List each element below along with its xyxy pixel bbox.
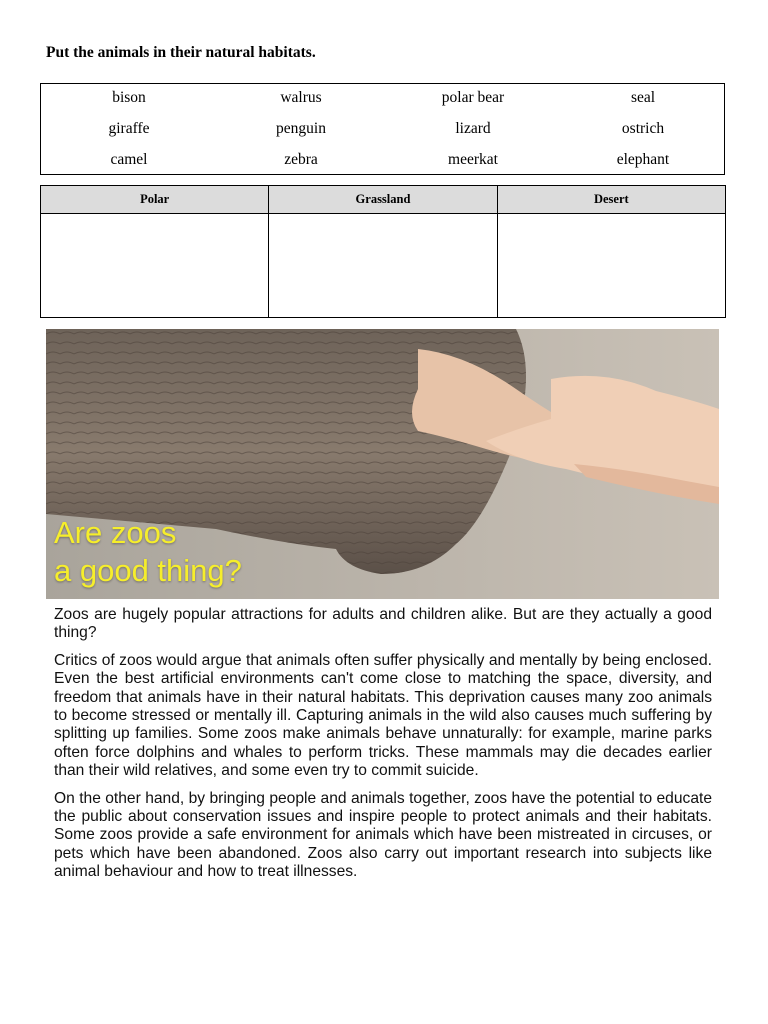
word-bank-item: walrus bbox=[280, 89, 322, 106]
word-bank-item: elephant bbox=[616, 151, 670, 168]
worksheet-instruction: Put the animals in their natural habitats. bbox=[46, 44, 316, 61]
article-paragraph: Zoos are hugely popular attractions for adults and children alike. But are they actually a good thing? bbox=[54, 606, 712, 642]
word-bank-item: ostrich bbox=[621, 120, 665, 137]
word-bank-row bbox=[41, 151, 724, 171]
article-body bbox=[54, 606, 712, 891]
habitat-table-header-row bbox=[41, 186, 726, 214]
habitat-header-grassland: Grassland bbox=[269, 186, 497, 214]
word-bank-row bbox=[41, 89, 724, 109]
word-bank-box bbox=[40, 83, 725, 175]
headline-line: a good thing? bbox=[54, 553, 242, 588]
polar-answer-cell[interactable] bbox=[41, 214, 269, 318]
habitat-table bbox=[40, 185, 726, 318]
desert-answer-cell[interactable] bbox=[497, 214, 725, 318]
word-bank-item: lizard bbox=[455, 120, 491, 137]
habitat-table-answer-row bbox=[41, 214, 726, 318]
habitat-header-polar: Polar bbox=[41, 186, 269, 214]
word-bank-row bbox=[41, 120, 724, 140]
headline-line: Are zoos bbox=[54, 515, 177, 550]
word-bank-item: zebra bbox=[284, 151, 318, 168]
article-paragraph: Critics of zoos would argue that animals often suffer physically and mentally by being enclosed. Even the best artificial environments can't come close to matching the space, diversity, and freedom that animals have in their natural habitats. This deprivation causes many zoo animals to become stressed or mentally ill. Capturing animals in the wild also causes much suffering by splitting up families. Some zoos make animals behave unnaturally: for example, marine parks often force dolphins and whales to perform tricks. These mammals may die decades earlier than their wild relatives, and some even try to commit suicide. bbox=[54, 651, 712, 780]
habitat-header-desert: Desert bbox=[497, 186, 725, 214]
grassland-answer-cell[interactable] bbox=[269, 214, 497, 318]
word-bank-item: camel bbox=[110, 151, 148, 168]
word-bank-item: meerkat bbox=[448, 151, 498, 168]
word-bank-item: bison bbox=[112, 89, 146, 106]
word-bank-item: polar bear bbox=[441, 89, 505, 106]
word-bank-item: seal bbox=[630, 89, 656, 106]
word-bank-item: giraffe bbox=[108, 120, 150, 137]
article-paragraph: On the other hand, by bringing people and animals together, zoos have the potential to educate the public about conservation issues and inspire people to protect animals and their habitats. Some zoos provide a safe environment for animals which have been mistreated in circuses, or pets which have been abandoned. Zoos also carry out important research into subjects like animal behaviour and how to treat illnesses. bbox=[54, 789, 712, 881]
word-bank-item: penguin bbox=[276, 120, 326, 137]
article-headline bbox=[54, 514, 242, 590]
